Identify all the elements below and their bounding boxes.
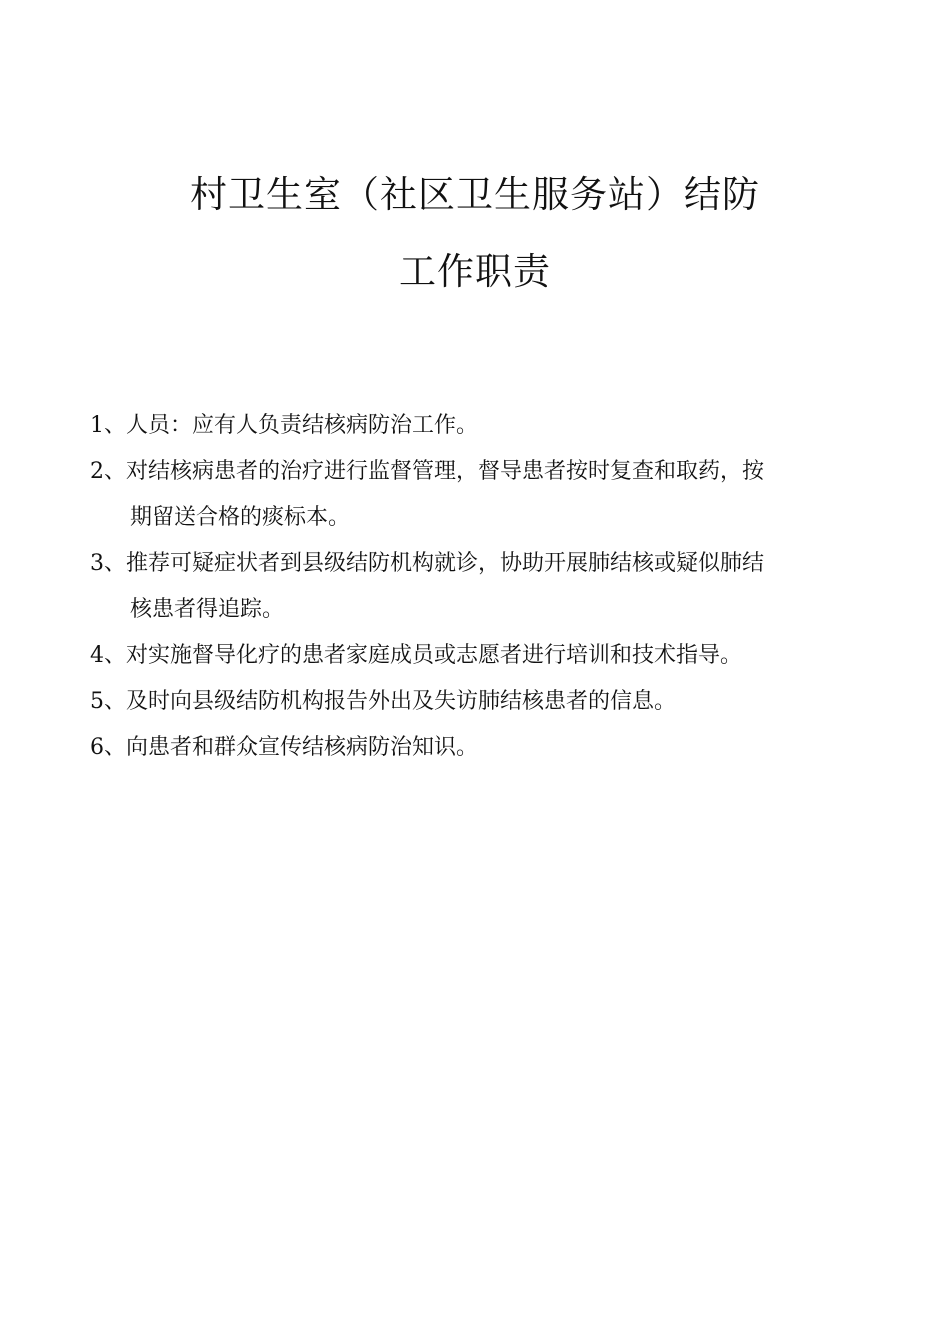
duty-item-4 xyxy=(90,644,870,667)
title-line-1: 村卫生室（社区卫生服务站）结防 xyxy=(190,173,760,216)
duty-item-continuation: 期留送合格的痰标本。 xyxy=(130,505,351,530)
duty-item-text: 4、对实施督导化疗的患者家庭成员或志愿者进行培训和技术指导。 xyxy=(90,643,742,668)
title-line-2: 工作职责 xyxy=(399,250,551,293)
document-title xyxy=(0,173,950,293)
duty-item-continuation: 核患者得追踪。 xyxy=(130,597,285,622)
duty-item-6 xyxy=(90,736,870,759)
duty-item-text: 6、向患者和群众宣传结核病防治知识。 xyxy=(90,735,478,760)
duty-item-5 xyxy=(90,690,870,713)
duty-item-text: 1、人员：应有人负责结核病防治工作。 xyxy=(90,413,478,438)
duty-item-1 xyxy=(90,414,870,437)
duty-item-text: 3、推荐可疑症状者到县级结防机构就诊，协助开展肺结核或疑似肺结 xyxy=(90,551,764,576)
duty-item-2 xyxy=(90,460,870,529)
duty-item-text: 2、对结核病患者的治疗进行监督管理，督导患者按时复查和取药，按 xyxy=(90,459,764,484)
duty-item-text: 5、及时向县级结防机构报告外出及失访肺结核患者的信息。 xyxy=(90,689,676,714)
duty-item-3 xyxy=(90,552,870,621)
duty-list xyxy=(90,414,870,759)
